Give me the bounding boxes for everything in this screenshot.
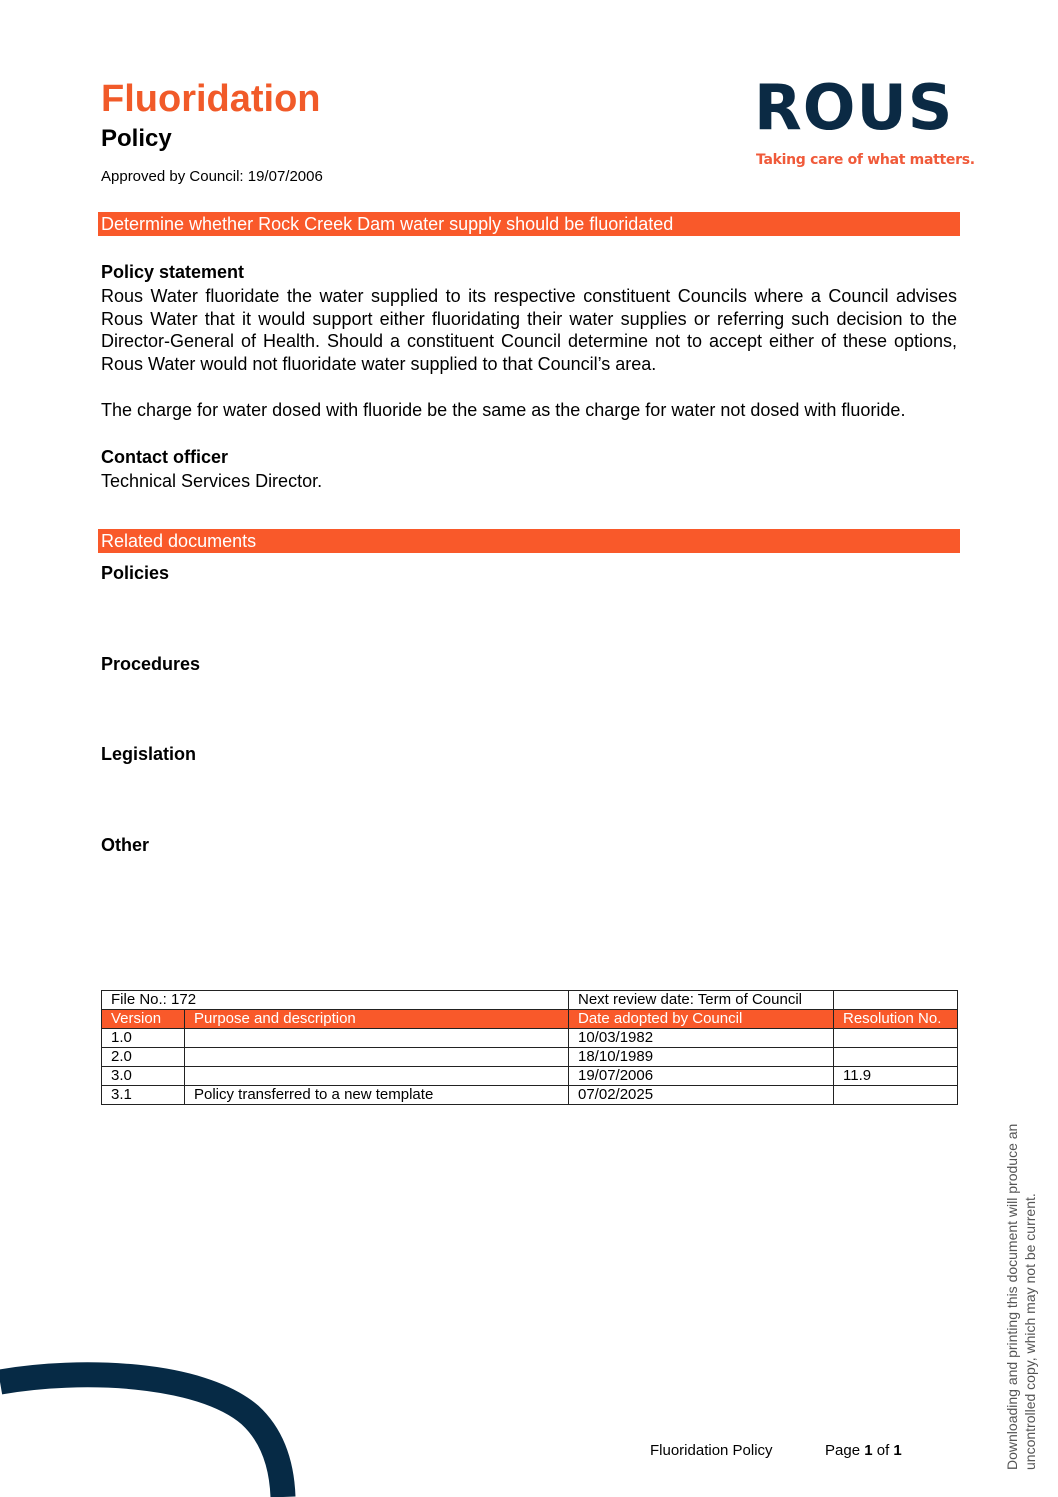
version-cell: 1.0 [102,1029,185,1048]
date-cell: 10/03/1982 [569,1029,834,1048]
date-cell: 18/10/1989 [569,1048,834,1067]
approval-date: Approved by Council: 19/07/2006 [101,168,323,185]
related-policies-heading: Policies [101,563,170,583]
table-header-row [102,1010,958,1029]
contact-officer-heading: Contact officer [101,447,229,467]
file-number: File No.: 172 [102,991,569,1010]
purpose-cell [185,1029,569,1048]
page-current: 1 [864,1442,873,1459]
table-row [102,1029,958,1048]
column-header-version: Version [102,1010,185,1029]
resolution-cell [834,1048,958,1067]
purpose-cell: Policy transferred to a new template [185,1086,569,1105]
version-cell: 3.1 [102,1086,185,1105]
logo-wordmark: ROUS [754,71,954,144]
notice-line-1: Downloading and printing this document will produce an [1004,1123,1020,1470]
related-other-heading: Other [101,835,150,855]
resolution-cell: 11.9 [834,1067,958,1086]
column-header-date-adopted: Date adopted by Council [569,1010,834,1029]
resolution-cell [834,1029,958,1048]
document-subtitle: Policy [101,125,172,152]
resolution-cell [834,1086,958,1105]
document-title: Fluoridation [101,78,321,120]
page-total: 1 [893,1442,902,1459]
table-row [102,1048,958,1067]
policy-statement-heading: Policy statement [101,262,245,282]
footer-document-title: Fluoridation Policy [650,1442,773,1459]
version-cell: 2.0 [102,1048,185,1067]
column-header-purpose: Purpose and description [185,1010,569,1029]
related-legislation-heading: Legislation [101,744,197,764]
purpose-cell [185,1067,569,1086]
meta-empty-cell [834,991,958,1010]
revision-history-table [101,990,958,1105]
rous-logo [752,71,975,174]
table-meta-row [102,991,958,1010]
page-label: Page [825,1442,861,1459]
next-review-date: Next review date: Term of Council [569,991,834,1010]
decorative-swoosh [0,1360,320,1497]
notice-line-2: uncontrolled copy, which may not be current. [1022,1193,1038,1470]
date-cell: 19/07/2006 [569,1067,834,1086]
policy-statement-paragraph-2: The charge for water dosed with fluoride be the same as the charge for water not dosed with fluoride. [101,400,906,420]
page-of: of [876,1442,890,1459]
policy-statement-paragraph-1: Rous Water fluoridate the water supplied to its respective constituent Councils where a Council advises Rous Water that it would support either fluoridating their water supplies or referring such decision to the Director-General of Health. Should a constituent Council determine not to accept either of these options, Rous Water would not fluoridate water supplied to that Council’s area. [101,286,957,374]
version-cell: 3.0 [102,1067,185,1086]
related-documents-bar: Related documents [98,529,960,553]
table-row [102,1086,958,1105]
purpose-cell [185,1048,569,1067]
date-cell: 07/02/2025 [569,1086,834,1105]
logo-tagline: Taking care of what matters. [756,152,975,168]
objective-bar: Determine whether Rock Creek Dam water supply should be fluoridated [98,212,960,236]
uncontrolled-copy-notice [1003,1124,1039,1470]
table-row [102,1067,958,1086]
related-procedures-heading: Procedures [101,654,201,674]
footer-page-number [825,1441,902,1461]
contact-officer-value: Technical Services Director. [101,471,323,491]
column-header-resolution: Resolution No. [834,1010,958,1029]
